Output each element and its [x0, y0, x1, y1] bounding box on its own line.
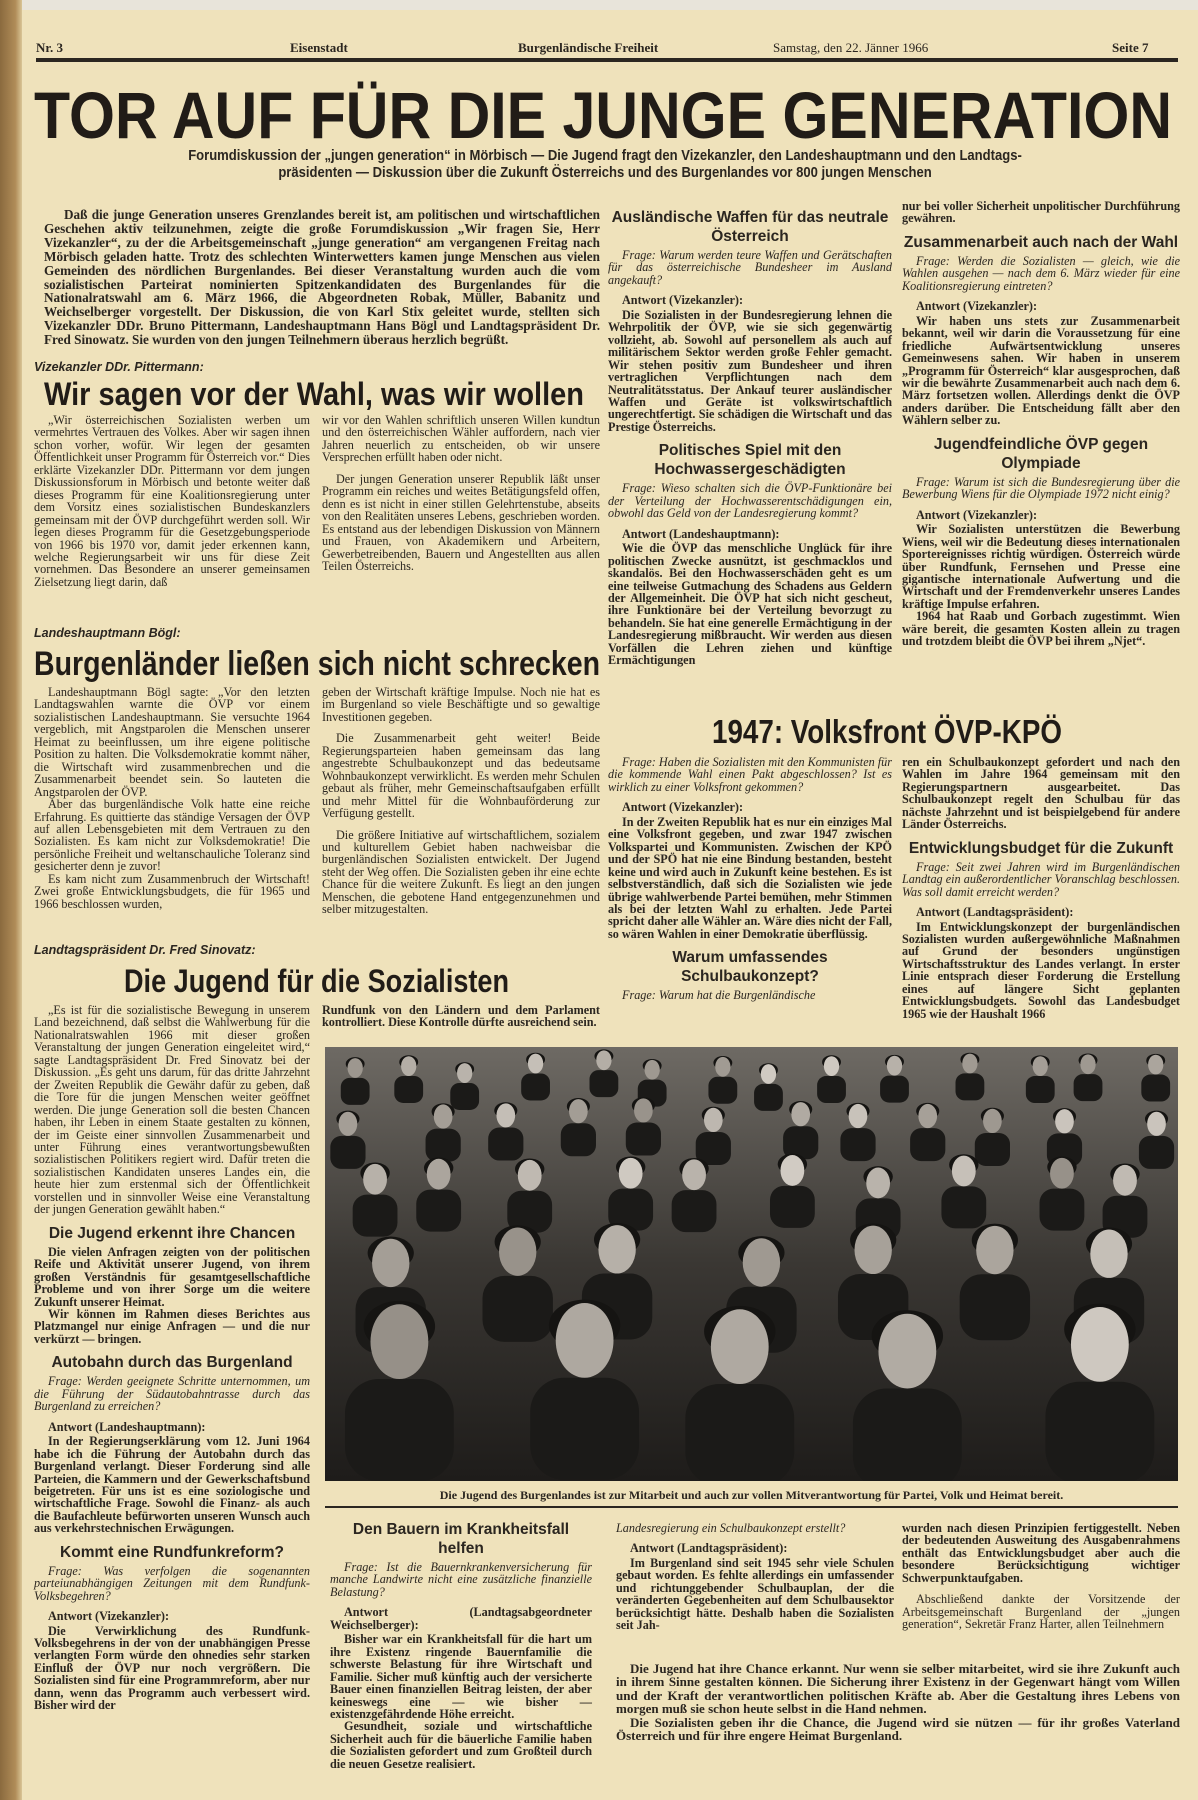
paragraph: Aber das burgenländische Volk hatte eine reiche Erfahrung. Es quittierte das ständige Versagen der ÖVP auf allen Lebensgebieten mit dem Vertrauen zu den Sozialisten. Es kam nicht zur Volksdemokratie! Die persönliche Freiheit und weltanschauliche Toleranz sind gesicherter denn je zuvor! [34, 797, 310, 874]
page-number: Seite 7 [1112, 40, 1149, 55]
face [596, 1050, 611, 1070]
issue-number: Nr. 3 [36, 40, 63, 55]
pittermann-column-1 [34, 414, 310, 588]
answer-paragraph: Bisher war ein Krankheitsfall für die hart um ihre Existenz ringende Bauernfamilie die schwerste Belastung für ihre Wirtschaft und Familie. Sicher muß künftig auch der versicherte Bauer einen finanziellen Beitrag leisten, der aber keineswegs eine — wie bisher — existenzgefährdende Höhe erreicht. [330, 1632, 592, 1721]
question: Frage: Haben die Sozialisten mit den Kommunisten für die kommende Wahl einen Pakt abgeschlossen? Ist es wirklich zu einer Volksfront gekommen? [608, 755, 892, 794]
question: Frage: Was verfolgen die sogenannten parteiunabhängigen Zeitungen mit dem Rundfunk-Volksbegehren? [34, 1563, 310, 1603]
torso [817, 1076, 846, 1103]
answer-label: Antwort (Vizekanzler): [48, 1609, 170, 1624]
section-kicker: Vizekanzler DDr. Pittermann: [34, 360, 204, 374]
subsection-heading: Kommt eine Rundfunkreform? [60, 1543, 284, 1561]
section-headline [124, 962, 514, 1000]
paragraph-continued: nur bei voller Sicherheit unpolitischer Durchführung gewähren. [902, 199, 1180, 226]
face [528, 1054, 543, 1074]
torso [840, 1128, 875, 1161]
question: Frage: Seit zwei Jahren wird im Burgenländischen Landtag ein außerordentlicher Voranschlag beschlossen. Was soll damit erreicht werden? [902, 859, 1180, 899]
main-headline [34, 80, 1174, 144]
torso [941, 1186, 986, 1228]
caption-rule [325, 1506, 1178, 1508]
answer-label: Antwort (Vizekanzler): [622, 293, 744, 308]
audience-photo [325, 1047, 1178, 1481]
answer-label: Antwort (Landtagspräsident): [630, 1541, 788, 1556]
torso [483, 1276, 553, 1342]
section-headline [44, 376, 594, 412]
paragraph-continued: ren ein Schulbaukonzept gefordert und nach den Wahlen im Jahre 1964 gemeinsam mit den Regierungspartnern ausgearbeitet. Das Schulbaukonzept regelt den Schulbau für das nächste Jahrzehnt und ist beispielgebend für andere Länder Österreichs. [902, 755, 1180, 832]
face [457, 1063, 472, 1083]
question: Frage: Warum werden teure Waffen und Gerätschaften für das österreichische Bundesheer im Ausland angekauft? [608, 248, 892, 287]
volksfront-column-4 [902, 756, 1180, 1020]
closing-column [902, 1522, 1180, 1631]
paragraph: „Es ist für die sozialistische Bewegung in unserem Land bezeichnend, daß selbst die Wahlwerbung für die Nationalratswahlen 1966 mit dieser großen Veranstaltung der jungen Generation eingeleitet wird,“ sagte Landtagspräsident Dr. Fred Sinovatz bei der Diskussion. „Es geht uns darum, für das dritte Jahrzehnt der Zweiten Republik die Gewähr dafür zu geben, daß die Tore für die jungen Menschen weiter geöffnet werden. Die junge Generation soll die besten Chancen haben, ihr Leben in einem Staate gestalten zu können, der im Geiste einer sinnvollen Zusammenarbeit und unter Führung eines verantwortungsbewußten sozialistischen Politikers regiert wird. Dafür treten die sozialistischen Kandidaten unseres Landes ein, die heute hier zum erstenmal sich der Öffentlichkeit vorstellen und in sinnvoller Weise eine Veranstaltung der jungen Generation gewählt haben.“ [34, 1003, 310, 1217]
torso [450, 1083, 479, 1110]
section-headline-text: Burgenländer ließen sich nicht schrecken [34, 645, 600, 682]
torso [561, 1123, 596, 1156]
face [849, 1104, 868, 1128]
paragraph: Es kam nicht zum Zusammenbruch der Wirtschaft! Zwei große Entwicklungsbudgets, die für 1965 und 1966 beschlossen wurden, [34, 871, 310, 911]
answer-paragraph: Wir Sozialisten unterstützen die Bewerbung Wiens, weil wir die Bedeutung dieses internationalen Sportereignisses richtig würdigen. Österreich würde über Rundfunk, Fernsehen und Presse eine gigantische internationale Aufwertung und die Wirtschaft und der Fremdenverkehr unseres Landes kräftige Impulse erfahren. [902, 522, 1180, 611]
torso [754, 1084, 783, 1111]
pittermann-column-2 [322, 414, 600, 572]
face [761, 1064, 776, 1084]
face [866, 1168, 890, 1199]
torso [685, 1384, 794, 1481]
question: Frage: Werden geeignete Schritte unternommen, um die Führung der Südautobahntrasse durch das Burgenland zu erreichen? [34, 1374, 310, 1414]
face [598, 1225, 635, 1273]
subheadline-line: präsidenten — Diskussion über die Zukunft Österreichs und des Burgenlandes vor 800 jungen Menschen [278, 165, 932, 181]
intro-paragraph [44, 208, 600, 347]
face [1080, 1054, 1095, 1074]
face [1147, 1112, 1166, 1136]
torso [353, 1195, 398, 1237]
paragraph: Der jungen Generation unserer Republik läßt unser Programm ein reiches und weites Betätigungsfeld offen, denn es ist nicht in einer stillen Gelehrtenstube, abseits von den Realitäten unseres Lebens, geschrieben worden. Es entstand aus der lebendigen Diskussion von Männern und Frauen, von Akademikern und Arbeitern, Gewerbetreibenden, Bauern und Angestellten aus allen Teilen Österreichs. [322, 471, 600, 573]
face [715, 1057, 730, 1077]
answer-paragraph: Die Jugend hat ihre Chance erkannt. Nur wenn sie selber mitarbeitet, wird sie ihre Zukunft auch in ihrem Sinne gestalten können. Die Sicherung ihrer Existenz in der Gegenwart hängt vom Willen und der Kraft der verantwortlichen politischen Kräfte ab. Aber die Gestaltung ihres Lebens von morgen muß sie schon heute selbst in die Hand nehmen. [616, 1661, 1180, 1717]
answer-paragraph: Die Sozialisten geben ihr die Chance, die Jugend wird sie nützen — für ihr großes Vaterland Österreich und für ihre engere Heimat Burgenland. [616, 1714, 1180, 1744]
face [682, 1159, 706, 1190]
face [1050, 1158, 1074, 1189]
answer-paragraph: In der Regierungserklärung vom 12. Juni 1964 habe ich die Führung der Autobahn durch das Burgenland verlangt. Dieser Forderung sind alle Parteien, die Kammern und der Gewerkschaftsbund beigetreten. Für uns ist es eine soziologische und wirtschaftliche Frage. Sowohl die Finanz- als auch die Baufachleute befürworten unseren Wunsch auch aus verkehrstechnischen Erwägungen. [34, 1434, 310, 1536]
boegl-column-2 [322, 686, 600, 916]
bauern-column [330, 1512, 592, 1770]
face [711, 1309, 769, 1384]
conclusion [616, 1662, 1180, 1742]
qa-column-4 [902, 200, 1180, 648]
torso [1045, 1382, 1154, 1481]
masthead-rule [36, 58, 1178, 62]
torso [521, 1073, 550, 1100]
paragraph: Die Zusammenarbeit geht weiter! Beide Regierungsparteien haben gemeinsam das lang angestrebte Schulbaukonzept und das bedeutsame Wohnbaukonzept verwirklicht. Es werden mehr Schulen gebaut als früher, mehr Gemeinschaftsaufgaben erfüllt und mehr Mittel für die Wohnbauförderung zur Verfügung gestellt. [322, 731, 600, 821]
face [427, 1159, 451, 1190]
face [791, 1102, 810, 1126]
face [1071, 1307, 1129, 1382]
paragraph-continued: wir vor den Wahlen schriftlich unseren Willen kundtun und den österreichischen Wähler auffordern, nach vier Jahren neuerlich zu entscheiden, ob wir unsere Versprechen erfüllt haben oder nicht. [322, 413, 600, 465]
subsection-heading: Den Bauern im Krankheitsfall helfen [352, 1521, 570, 1557]
section-headline-text: Wir sagen vor der Wahl, was wir wollen [44, 376, 584, 412]
volksfront-column-3 [608, 756, 892, 1002]
paragraph: Abschließend dankte der Vorsitzende der Arbeitsgemeinschaft Burgenland der „jungen generation“, Sekretär Franz Harter, allen Teilnehmern [902, 1592, 1180, 1632]
face [569, 1099, 588, 1123]
face [370, 1304, 428, 1379]
torso [853, 1389, 962, 1481]
face [854, 1226, 891, 1274]
paragraph-continued: geben der Wirtschaft kräftige Impulse. Noch nie hat es im Burgenland so viele Beschäftigte und so gewaltige Investitionen gegeben. [322, 685, 600, 724]
torso [975, 1133, 1010, 1166]
answer-paragraph: Die Sozialisten in der Bundesregierung lehnen die Wehrpolitik der ÖVP, wie sie sich gegenwärtig vollzieht, ab. Sowohl auf personellem als auch auf militärischem Sektor werden große Fehler gemacht. Wir stehen positiv zum Bundesheer und ihren vertraglichen Verpflichtungen nach dem Neutralitätsstatus. Der Ankauf teurer ausländischer Waffen und Geräte ist volkswirtschaftlich ungerechtfertigt. Sie schädigen die Wirtschaft und das Prestige Österreichs. [608, 307, 892, 434]
answer-paragraph: Wir können im Rahmen dieses Berichtes aus Platzmangel nur einige Anfragen — und die nur verkürzt — bringen. [34, 1306, 310, 1346]
torso [910, 1128, 945, 1161]
face [496, 1103, 515, 1127]
section-kicker: Landeshauptmann Bögl: [34, 626, 181, 640]
place: Eisenstadt [290, 40, 348, 55]
answer-paragraph: Im Burgenland sind seit 1945 sehr viele Schulen gebaut worden. Es fehlte allerdings ein umfassender und richtunggebender Schulbauplan, der die veränderten Gegebenheiten auf dem Schulbausektor berücksichtigt hätte. Deshalb haben die Sozialisten seit Jah- [616, 1555, 894, 1633]
question-continued: Landesregierung ein Schulbaukonzept erstellt? [616, 1521, 846, 1535]
face [348, 1058, 363, 1078]
answer-label: Antwort (Vizekanzler): [916, 507, 1038, 522]
face [363, 1164, 387, 1195]
subsection-heading: Autobahn durch das Burgenland [51, 1354, 293, 1372]
answer-paragraph: In der Zweiten Republik hat es nur ein einziges Mal eine Volksfront gegeben, und zwar 1947 zwischen Volkspartei und Kommunisten. Zwischen der KPÖ und der SPÖ hat nie eine Bindung bestanden, besteht keine und wird auch in Zukunft keine bestehen. Es ist selbstverständlich, daß sich die Sozialisten wie jede übrige wahlwerbende Partei bemühen, mehr Stimmen als bei der letzten Wahl zu erhalten. Jede Partei spricht daher alle Wähler an. Wäre dies nicht der Fall, so wären Wahlen in einer Demokratie überflüssig. [608, 814, 892, 941]
torso [416, 1190, 461, 1232]
torso [590, 1070, 619, 1097]
question: Frage: Warum hat die Burgenländische [622, 988, 816, 1003]
answer-paragraph: 1964 hat Raab und Gorbach zugestimmt. Wien wäre bereit, die gesamten Kosten allein zu tragen und trotzdem bleibt die ÖVP bei ihrem „Njet“. [902, 609, 1180, 649]
torso [956, 1073, 985, 1100]
face [976, 1226, 1013, 1274]
photo-caption: Die Jugend des Burgenlandes ist zur Mitarbeit und auch zur vollen Mitverantwortung für Partei, Volk und Heimat bereit. [439, 1488, 1064, 1502]
torso [341, 1078, 370, 1105]
face [983, 1109, 1002, 1133]
boegl-column-1 [34, 686, 310, 910]
question: Frage: Wieso schalten sich die ÖVP-Funktionäre bei der Verteilung der Hochwasserentschädigungen ein, obwohl das Geld von der Landesregierung kommt? [608, 481, 892, 521]
subsection-heading: Politisches Spiel mit den Hochwassergeschädigten [654, 442, 846, 479]
answer-paragraph: Im Entwicklungskonzept der burgenländischen Sozialisten wurden außergewöhnliche Maßnahmen auf Grund der besonders ungünstigen Wirtschaftsstruktur des Landes verlangt. In erster Linie entsprach dieser Forderung die Erstellung eines auf längere Sicht geplanten Entwicklungsbudgets. Sowohl das Landesbudget 1965 wie der Haushalt 1966 [902, 919, 1180, 1021]
answer-paragraph: Die Verwirklichung des Rundfunk-Volksbegehrens in der von der unabhängigen Presse verlangten Form würde den ohnedies sehr starken Einfluß der ÖVP nur noch vergrößern. Die Sozialisten sind für eine Programmreform, aber nur dann, wenn das Programm auch verbessert wird. Bisher wird der [34, 1623, 310, 1713]
subsection-heading: Warum umfassendes Schulbaukonzept? [672, 949, 828, 986]
answer-label: Antwort (Vizekanzler): [916, 299, 1038, 314]
face [401, 1056, 416, 1076]
paragraph-continued: wurden nach diesen Prinzipien fertiggestellt. Neben der bedeutenden Ausweitung des Ausgabenrahmens enthält das Entwicklungsbudget aber auch die besondere Berücksichtigung wichtiger Schwerpunktaufgaben. [902, 1521, 1180, 1585]
paragraph-continued: Rundfunk von den Ländern und dem Parlament kontrolliert. Diese Kontrolle dürfte ausreichend sein. [322, 1003, 600, 1030]
torso [1040, 1189, 1085, 1231]
face [1033, 1056, 1048, 1076]
section-kicker: Landtagspräsident Dr. Fred Sinovatz: [34, 943, 256, 957]
torso [330, 1136, 365, 1169]
face [952, 1156, 976, 1187]
section-headline-text: Die Jugend für die Sozialisten [124, 963, 509, 999]
face [556, 1303, 614, 1378]
answer-label: Antwort (Landtagsabgeordneter Weichselberger): [330, 1605, 592, 1632]
paragraph: Landeshauptmann Bögl sagte: „Vor den letzten Landtagswahlen warnte die ÖVP vor einem sozialistischen Landeshauptmann. Sie versuchte 1964 vergeblich, mit Angstparolen die Menschen unserer Heimat zu beeinflussen, um ihre eigene politische Position zu halten. Die Volksdemokratie kommt näher, die Wirtschaft wird zusammenbrechen und die Zusammenarbeit beendet sein. So lauteten die Angstparolen der ÖVP. [34, 685, 310, 799]
torso [770, 1186, 815, 1228]
answer-label: Antwort (Vizekanzler): [622, 800, 744, 815]
subsection-heading: Zusammenarbeit auch nach der Wahl [903, 233, 1179, 251]
torso [426, 1129, 461, 1162]
face [619, 1158, 643, 1189]
face [962, 1054, 977, 1074]
face [339, 1112, 358, 1136]
face [918, 1104, 937, 1128]
answer-label: Antwort (Landeshauptmann): [48, 1419, 206, 1434]
qa-column-3 [608, 200, 892, 667]
face [1090, 1230, 1127, 1278]
face [1113, 1165, 1137, 1196]
subsection-heading: Die Jugend erkennt ihre Chancen [48, 1224, 296, 1242]
section-headline [712, 712, 1064, 750]
question: Frage: Werden die Sozialisten — gleich, wie die Wahlen ausgehen — nach dem 6. März wieder für eine Koalitionsregierung eintreten? [902, 253, 1180, 293]
paragraph: „Wir österreichischen Sozialisten werben um vermehrtes Vertrauen des Volkes. Aber wir sagen ihnen schon vorher, wofür. Wir legen der gesamten Öffentlichkeit unser Programm für Österreich vor.“ Dies erklärte Vizekanzler DDr. Pittermann vor dem jungen Diskussionsforum in Mörbisch und betonte weiter daß dieses Programm für eine Koalitionsregierung unter dem Vorsitz eines sozialistischen Bundeskanzlers gemeinsam mit der ÖVP durchgeführt werden soll. Wir legen dieses Programm für die Gesetzgebungsperiode von 1966 bis 1970 vor, damit jeder erkennen kann, welche Regierungsarbeit wir uns für diese Zeit vornehmen. Das Besondere an unserer gemeinsamen Zielsetzung liegt darin, daß [34, 413, 310, 589]
section-headline [34, 644, 600, 682]
subheadline [40, 148, 1170, 182]
face [1148, 1055, 1163, 1075]
answer-paragraph: Wir haben uns stets zur Zusammenarbeit bekannt, weil wir darin die Voraussetzung für eine friedliche Aufwärtsentwicklung unseres Gemeinwesens sahen. Wir haben in unserem „Programm für Österreich“ klar ausgesprochen, daß wir die bewährte Zusammenarbeit auch nach dem 6. März fortsetzen wollen. Allerdings denkt die ÖVP anders darüber. Die Entscheidung fällt aber den Wählern selber zu. [902, 313, 1180, 428]
face [878, 1314, 936, 1389]
answer-paragraph: Die vielen Anfragen zeigten von der politischen Reife und Aktivität unserer Jugend, von ihrem großen Verständnis für gesamtgesellschaftliche Probleme und von ihrer Sorge um die weitere Zukunft unserer Heimat. [34, 1244, 310, 1309]
torso [960, 1274, 1030, 1340]
torso [488, 1128, 523, 1161]
schulbau-column [616, 1522, 894, 1632]
paragraph: Die größere Initiative auf wirtschaftlichem, sozialem und kulturellem Gebiet haben nachweisbar die burgenländischen Sozialisten entwickelt. Der Jugend steht der Weg offen. Die Sozialisten geben ihr eine echte Chance für die weitere Zukunft. Es liegt an den jungen Menschen, die gebotene Hand entgegenzunehmen und selber mitzugestalten. [322, 827, 600, 917]
subsection-heading: Jugendfeindliche ÖVP gegen Olympiade [933, 435, 1149, 472]
torso [880, 1076, 909, 1103]
issue-date: Samstag, den 22. Jänner 1966 [773, 40, 929, 55]
sinowatz-column-2 [322, 1004, 600, 1029]
face [743, 1238, 780, 1286]
torso [1026, 1076, 1055, 1103]
question: Frage: Ist die Bauernkrankenversicherung für manche Landwirte nicht eine zusätzliche finanzielle Belastung? [330, 1560, 592, 1599]
face [434, 1104, 453, 1128]
subheadline-line: Forumdiskussion der „jungen generation“ in Mörbisch — Die Jugend fragt den Vizekanzler, den Landeshauptmann und den Landtags- [188, 148, 1022, 164]
torso [345, 1379, 454, 1481]
torso [1139, 1136, 1174, 1169]
section-headline-text: 1947: Volksfront ÖVP-KPÖ [712, 713, 1062, 750]
face [645, 1060, 660, 1080]
face [887, 1056, 902, 1076]
face [518, 1160, 542, 1191]
subsection-heading: Ausländische Waffen für das neutrale Österreich [611, 209, 889, 245]
torso [530, 1378, 639, 1480]
face [634, 1098, 653, 1122]
torso [626, 1123, 661, 1156]
torso [1074, 1074, 1103, 1101]
subsection-heading: Entwicklungsbudget für die Zukunft [908, 839, 1174, 857]
answer-label: Antwort (Landtagspräsident): [916, 905, 1074, 920]
page-binding-edge [0, 0, 22, 1800]
face [499, 1227, 536, 1275]
torso [394, 1076, 423, 1103]
face [704, 1108, 723, 1132]
main-headline-text: TOR AUF FÜR DIE JUNGE GENERATION [34, 80, 1172, 144]
answer-paragraph: Gesundheit, soziale und wirtschaftliche Sicherheit auch für die bäuerliche Familie haben die Sozialisten gefordert und zum Großteil durch die neuen Gesetze realisiert. [330, 1719, 592, 1771]
face [1055, 1109, 1074, 1133]
face [780, 1155, 804, 1186]
face [824, 1056, 839, 1076]
face [372, 1239, 409, 1287]
torso [708, 1077, 737, 1104]
paragraph: Daß die junge Generation unseres Grenzlandes bereit ist, am politischen und wirtschaftlichen Geschehen aktiv teilzunehmen, zeigte die große Forumdiskussion „Wir fragen Sie, Herr Vizekanzler“, zu der die Arbeitsgemeinschaft „junge generation“ am vergangenen Freitag nach Mörbisch geladen hatte. Trotz des schlechten Winterwetters kamen junge Menschen aus vielen Gemeinden des nördlichen Burgenlandes. Bei dieser Veranstaltung wurden auch die vom sozialistischen Parteirat nominierten Spitzenkandidaten des Burgenlandes für die Nationalratswahl am 6. März 1966, die Abgeordneten Robak, Müller, Babanitz und Weichselberger vorgestellt. Der Diskussion, die von Karl Stix geleitet wurde, stellten sich Vizekanzler DDr. Bruno Pittermann, Landeshauptmann Hans Bögl und Landtagspräsident Dr. Fred Sinowatz. Sie wurden von den jungen Teilnehmern überaus herzlich begrüßt. [44, 207, 600, 348]
torso [1141, 1075, 1170, 1102]
answer-paragraph: Wie die ÖVP das menschliche Unglück für ihre politischen Zwecke ausnützt, ist geschmacklos und skandalös. Bei den Hochwasserschäden geht es um eine teilweise Gutmachung des Schadens aus Geldern der Allgemeinheit. Die ÖVP hat sich nicht gescheut, ihre Funktionäre bei der Verteilung bevorzugt zu behandeln. Sie hat eine generelle Ermächtigung in der Landesregierung mißbraucht. Wir werden aus diesen Vorfällen die Lehren ziehen und künftige Ermächtigungen [608, 541, 892, 668]
question: Frage: Warum ist sich die Bundesregierung über die Bewerbung Wiens für die Olympiade 1972 nicht einig? [902, 474, 1180, 502]
answer-label: Antwort (Landeshauptmann): [622, 526, 780, 541]
sinowatz-column-1 [34, 1004, 310, 1712]
torso [672, 1190, 717, 1232]
newspaper-name: Burgenländische Freiheit [518, 40, 659, 55]
scan-top-margin [22, 0, 1198, 10]
